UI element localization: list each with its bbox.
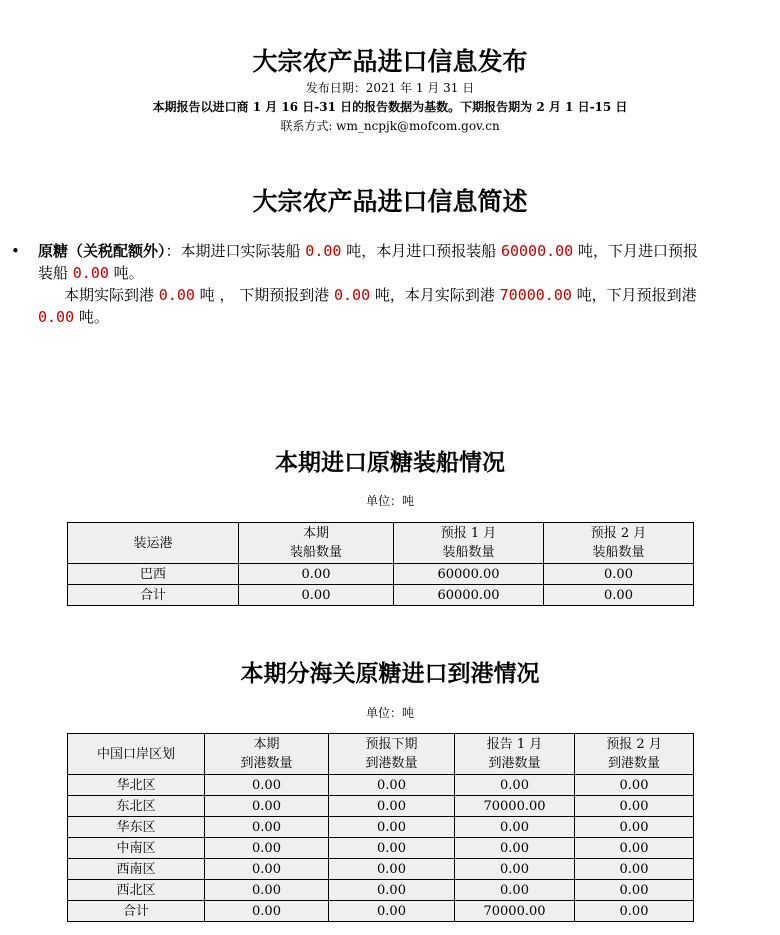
header-line: 预报 2 月 xyxy=(590,526,647,541)
table-cell: 0.00 xyxy=(205,796,329,817)
text-segment: 吨，下月预报到港 xyxy=(571,286,697,304)
contact-info: 联系方式: wm_ncpjk@mofcom.gov.cn xyxy=(280,119,500,133)
table-cell: 0.00 xyxy=(455,775,575,796)
table-header-row xyxy=(68,523,694,564)
table-cell: 0.00 xyxy=(239,564,394,585)
table-cell: 0.00 xyxy=(205,880,329,901)
table-cell: 西北区 xyxy=(68,880,205,901)
shipping-unit-label: 单位：吨 xyxy=(365,494,414,508)
shipping-section-title: 本期进口原糖装船情况 xyxy=(275,450,505,476)
header-line: 到港数量 xyxy=(607,756,660,771)
header-line: 报告 1 月 xyxy=(486,737,543,752)
table-cell: 0.00 xyxy=(329,775,455,796)
table-cell: 0.00 xyxy=(205,859,329,880)
table-cell: 中南区 xyxy=(68,838,205,859)
table-cell: 0.00 xyxy=(205,838,329,859)
table-cell: 0.00 xyxy=(239,585,394,606)
table-cell: 0.00 xyxy=(205,901,329,922)
table-cell: 0.00 xyxy=(544,564,694,585)
table-cell: 0.00 xyxy=(455,880,575,901)
table-header-row xyxy=(68,734,694,775)
value-forecast-next-month: 0.00 xyxy=(72,264,109,282)
column-header-report-jan xyxy=(455,734,575,775)
header-line: 中国口岸区划 xyxy=(96,746,175,762)
arrival-unit-label: 单位：吨 xyxy=(365,706,414,720)
header-line: 到港数量 xyxy=(488,756,541,771)
table-cell: 70000.00 xyxy=(455,901,575,922)
table-cell: 0.00 xyxy=(544,585,694,606)
table-cell: 70000.00 xyxy=(455,796,575,817)
table-row xyxy=(68,901,694,922)
shipping-table xyxy=(67,522,694,606)
table-cell: 0.00 xyxy=(205,775,329,796)
summary-title: 大宗农产品进口信息简述 xyxy=(252,187,528,216)
text-segment: 装船 xyxy=(38,264,73,282)
table-cell: 0.00 xyxy=(575,817,694,838)
summary-paragraph-arrival xyxy=(38,284,774,328)
table-cell: 0.00 xyxy=(329,817,455,838)
table-row xyxy=(68,564,694,585)
header-line: 预报 2 月 xyxy=(606,737,662,752)
table-cell: 华北区 xyxy=(68,775,205,796)
value-forecast-this-month: 60000.00 xyxy=(500,242,574,260)
text-segment: 吨。 xyxy=(74,308,109,326)
table-cell: 华东区 xyxy=(68,817,205,838)
column-header-port xyxy=(68,523,239,564)
table-cell: 0.00 xyxy=(575,775,694,796)
table-cell: 巴西 xyxy=(68,564,239,585)
table-cell: 0.00 xyxy=(329,838,455,859)
period-note: 本期报告以进口商 1 月 16 日-31 日的报告数据为基数。下期报告期为 2 月 1 日-15 日 xyxy=(152,100,628,114)
table-row xyxy=(68,775,694,796)
text-segment: ：本期进口实际装船 xyxy=(165,242,306,260)
column-header-current xyxy=(205,734,329,775)
table-cell: 0.00 xyxy=(205,817,329,838)
publish-date: 发布日期：2021 年 1 月 31 日 xyxy=(305,81,475,95)
value-forecast-next-period: 0.00 xyxy=(333,286,371,304)
table-cell: 0.00 xyxy=(329,859,455,880)
header-line: 到港数量 xyxy=(240,756,293,771)
text-segment: 吨，下月进口预报 xyxy=(573,242,698,260)
table-cell: 0.00 xyxy=(455,817,575,838)
table-cell: 合计 xyxy=(68,901,205,922)
table-row xyxy=(68,585,694,606)
value-arrived: 0.00 xyxy=(158,286,195,304)
table-row xyxy=(68,817,694,838)
table-cell: 0.00 xyxy=(329,901,455,922)
value-shipped: 0.00 xyxy=(305,242,342,260)
text-segment: 吨，本月实际到港 xyxy=(370,286,500,304)
column-header-forecast-feb xyxy=(575,734,694,775)
table-row xyxy=(68,859,694,880)
value-forecast-arrival-next-month: 0.00 xyxy=(38,308,75,326)
header-line: 装船数量 xyxy=(592,545,645,560)
table-cell: 0.00 xyxy=(575,838,694,859)
table-cell: 0.00 xyxy=(329,796,455,817)
page-title: 大宗农产品进口信息发布 xyxy=(252,47,528,76)
table-cell: 60000.00 xyxy=(394,585,544,606)
table-cell: 60000.00 xyxy=(394,564,544,585)
header-line: 本期 xyxy=(253,737,280,752)
table-cell: 合计 xyxy=(68,585,239,606)
header-line: 装船数量 xyxy=(442,545,495,560)
text-segment: 本期实际到港 xyxy=(64,286,159,304)
column-header-region xyxy=(68,734,205,775)
bullet-icon: • xyxy=(11,242,20,260)
table-row xyxy=(68,796,694,817)
header-line: 装运港 xyxy=(133,535,173,551)
table-row xyxy=(68,838,694,859)
text-segment: 吨。 xyxy=(108,264,144,282)
header-line: 装船数量 xyxy=(289,545,342,560)
column-header-forecast-feb xyxy=(544,523,694,564)
header-line: 预报 1 月 xyxy=(440,526,497,541)
text-segment: 吨 ， 下期预报到港 xyxy=(194,286,334,304)
header-line: 本期 xyxy=(302,526,329,541)
table-cell: 0.00 xyxy=(575,880,694,901)
value-arrived-this-month: 70000.00 xyxy=(499,286,572,304)
column-header-current xyxy=(239,523,394,564)
table-cell: 0.00 xyxy=(575,796,694,817)
arrival-section-title: 本期分海关原糖进口到港情况 xyxy=(240,661,540,687)
header-line: 预报下期 xyxy=(365,737,418,752)
product-name: 原糖（关税配额外） xyxy=(38,242,166,260)
table-cell: 0.00 xyxy=(455,838,575,859)
table-cell: 东北区 xyxy=(68,796,205,817)
table-cell: 0.00 xyxy=(455,859,575,880)
table-cell: 0.00 xyxy=(329,880,455,901)
table-cell: 西南区 xyxy=(68,859,205,880)
table-cell: 0.00 xyxy=(575,859,694,880)
column-header-forecast-next-period xyxy=(329,734,455,775)
summary-paragraph-shipping xyxy=(38,240,774,284)
table-row xyxy=(68,880,694,901)
header-line: 到港数量 xyxy=(365,756,418,771)
column-header-forecast-jan xyxy=(394,523,544,564)
arrival-table xyxy=(67,733,694,922)
text-segment: 吨，本月进口预报装船 xyxy=(341,242,501,260)
table-cell: 0.00 xyxy=(575,901,694,922)
